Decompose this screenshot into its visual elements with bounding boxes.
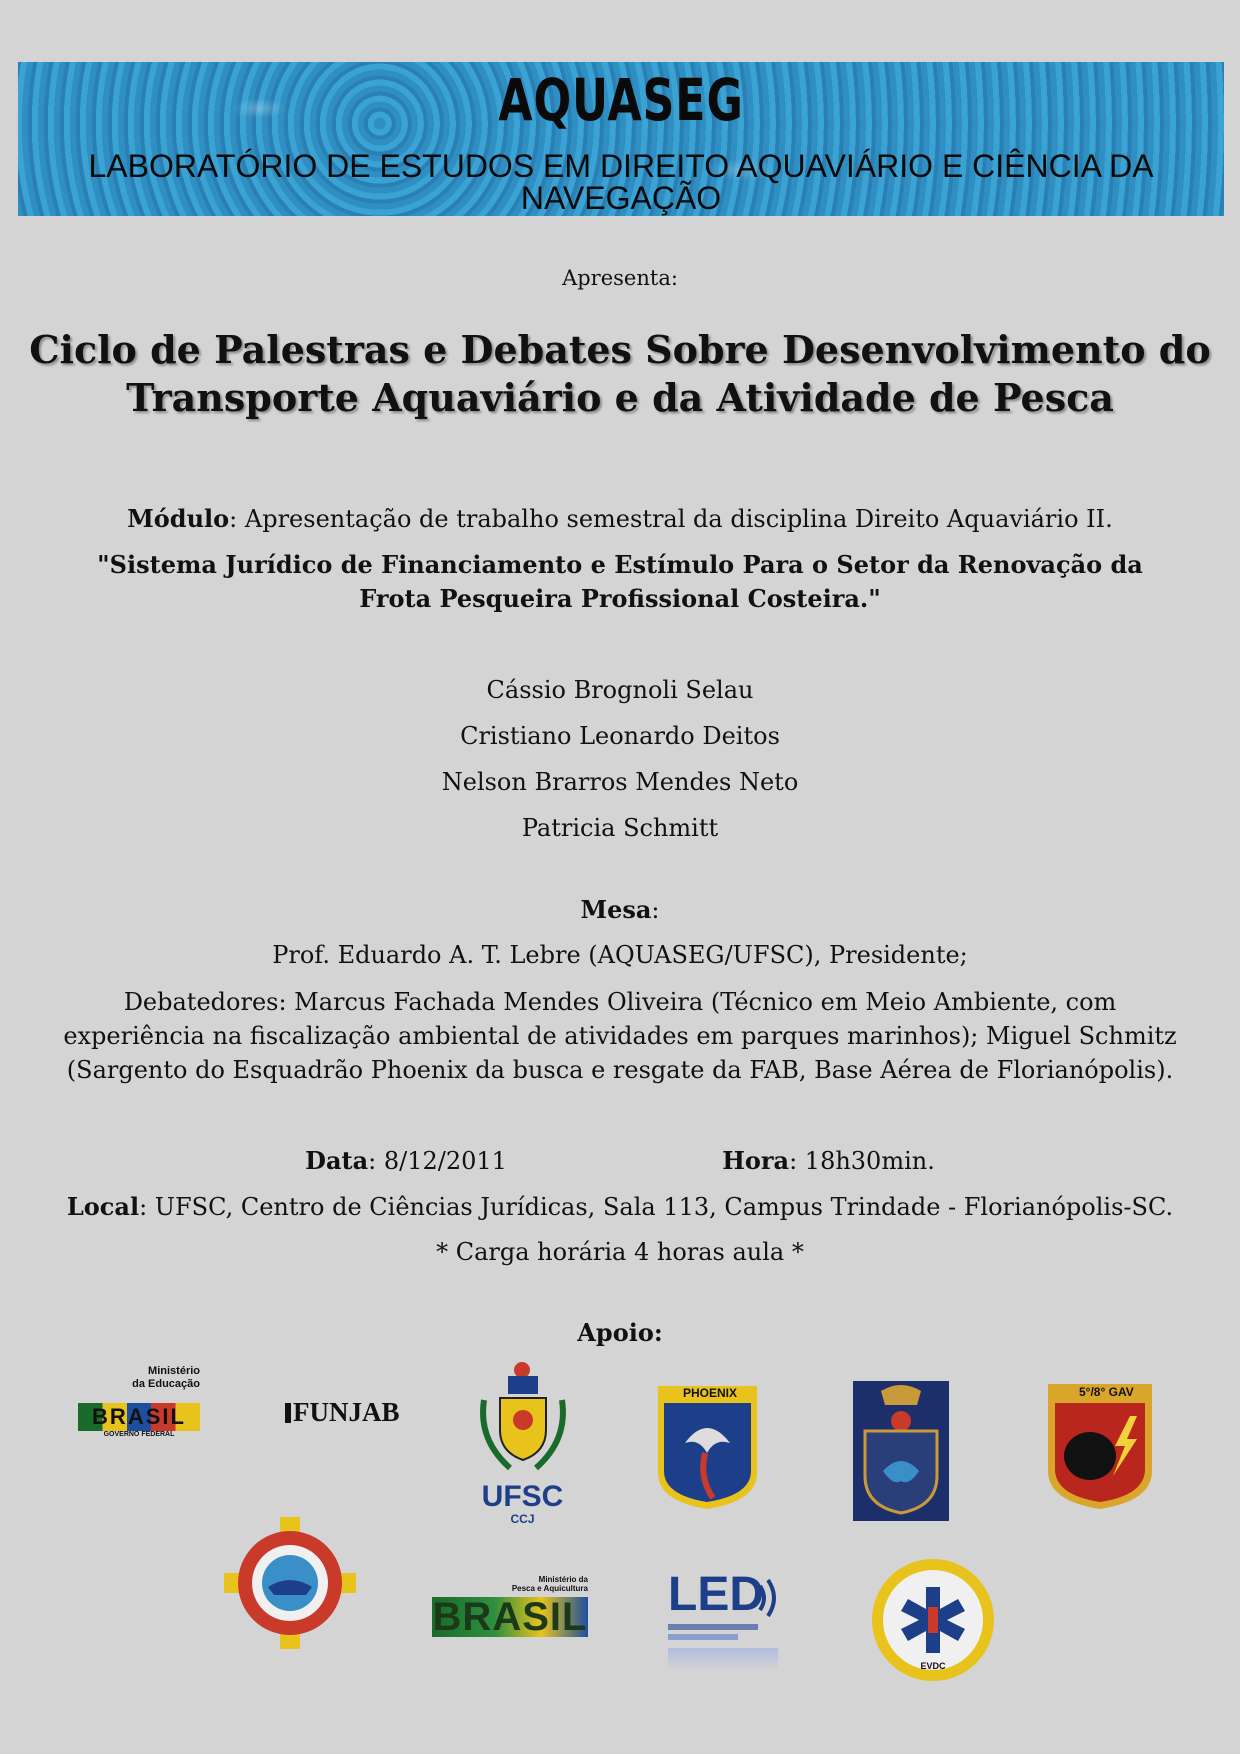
mesa-heading bbox=[0, 895, 1240, 924]
salvamar-logo bbox=[222, 1515, 358, 1651]
local-value: : UFSC, Centro de Ciências Jurídicas, Sala 113, Campus Trindade - Florianópolis-SC. bbox=[139, 1193, 1174, 1221]
presenter-name: Cássio Brognoli Selau bbox=[486, 676, 754, 704]
banner-subtitle: LABORATÓRIO DE ESTUDOS EM DIREITO AQUAVIÁRIO E CIÊNCIA DA NAVEGAÇÃO bbox=[88, 148, 1154, 216]
header-banner bbox=[18, 62, 1224, 216]
pesca-line2: Pesca e Aquicultura bbox=[511, 1584, 588, 1593]
event-title-line2: Transporte Aquaviário e da Atividade de Pesca bbox=[126, 375, 1114, 420]
event-title-line1: Ciclo de Palestras e Debates Sobre Desenvolvimento do bbox=[29, 327, 1211, 372]
navy-shield-icon bbox=[853, 1381, 949, 1521]
mec-brasil: BRASIL bbox=[78, 1403, 200, 1431]
rescue-text: EVDC bbox=[920, 1661, 946, 1671]
ufsc-crest-icon bbox=[470, 1360, 575, 1478]
date-label: Data bbox=[305, 1146, 369, 1175]
pesca-brasil: BRASIL bbox=[432, 1595, 588, 1639]
modulo-line bbox=[0, 504, 1240, 533]
presenter-name: Nelson Brarros Mendes Neto bbox=[441, 768, 799, 796]
mec-logo bbox=[78, 1365, 200, 1449]
mesa-colon: : bbox=[651, 896, 660, 924]
phoenix-logo bbox=[655, 1383, 760, 1511]
mec-line1: Ministério bbox=[148, 1365, 200, 1377]
phoenix-text: PHOENIX bbox=[683, 1386, 738, 1400]
mesa-debaters: Debatedores: Marcus Fachada Mendes Oliveira (Técnico em Meio Ambiente, com experiência na fiscalização ambiental de atividades em parques marinhos); Miguel Schmitz (Sargento do Esquadrão Phoenix da busca e resgate da FAB, Base Aérea de Florianópolis). bbox=[63, 988, 1177, 1084]
funjab-mark-icon bbox=[285, 1403, 291, 1423]
navy-badge-logo bbox=[853, 1381, 949, 1521]
pesca-brasil-logo bbox=[432, 1575, 588, 1650]
work-title: "Sistema Jurídico de Financiamento e Estímulo Para o Setor da Renovação da Frota Pesqueira Profissional Costeira." bbox=[97, 550, 1143, 613]
banner-title: AQUASEG bbox=[498, 66, 744, 134]
funjab-text: FUNJAB bbox=[293, 1397, 400, 1427]
signal-waves-icon bbox=[756, 1576, 782, 1620]
date-time-line bbox=[0, 1146, 1240, 1175]
event-title bbox=[0, 326, 1240, 422]
intro-text: Apresenta: bbox=[562, 266, 678, 290]
presenter-name: Patricia Schmitt bbox=[521, 814, 719, 842]
led-logo bbox=[668, 1570, 783, 1680]
gav-text: 5°/8° GAV bbox=[1079, 1385, 1134, 1399]
time-value: : 18h30min. bbox=[789, 1147, 935, 1175]
gav-logo bbox=[1045, 1381, 1155, 1511]
gav-shield-icon bbox=[1045, 1381, 1155, 1511]
time-field bbox=[722, 1147, 935, 1175]
ufsc-text: UFSC bbox=[481, 1480, 564, 1513]
mec-line2: da Educação bbox=[132, 1378, 200, 1390]
phoenix-shield-icon bbox=[655, 1383, 760, 1511]
mesa-label: Mesa bbox=[580, 895, 652, 924]
ufsc-sub: CCJ bbox=[510, 1512, 535, 1526]
pesca-line1: Ministério da bbox=[538, 1575, 588, 1584]
location-line bbox=[0, 1192, 1240, 1221]
rescue-logo bbox=[870, 1557, 996, 1683]
led-text: LED bbox=[668, 1568, 764, 1621]
mesa-president: Prof. Eduardo A. T. Lebre (AQUASEG/UFSC), Presidente; bbox=[272, 941, 968, 969]
date-value: : 8/12/2011 bbox=[368, 1147, 507, 1175]
time-label: Hora bbox=[722, 1146, 790, 1175]
modulo-label: Módulo bbox=[127, 504, 230, 533]
support-heading: Apoio: bbox=[577, 1318, 663, 1347]
modulo-text: : Apresentação de trabalho semestral da disciplina Direito Aquaviário II. bbox=[229, 505, 1113, 533]
workload-note: * Carga horária 4 horas aula * bbox=[436, 1238, 804, 1266]
funjab-logo bbox=[285, 1397, 410, 1431]
mec-gov: GOVERNO FEDERAL bbox=[103, 1431, 175, 1438]
presenter-name: Cristiano Leonardo Deitos bbox=[460, 722, 780, 750]
date-field bbox=[305, 1147, 507, 1175]
lifebuoy-icon bbox=[222, 1515, 358, 1651]
ufsc-logo bbox=[470, 1360, 575, 1526]
local-label: Local bbox=[66, 1192, 140, 1221]
